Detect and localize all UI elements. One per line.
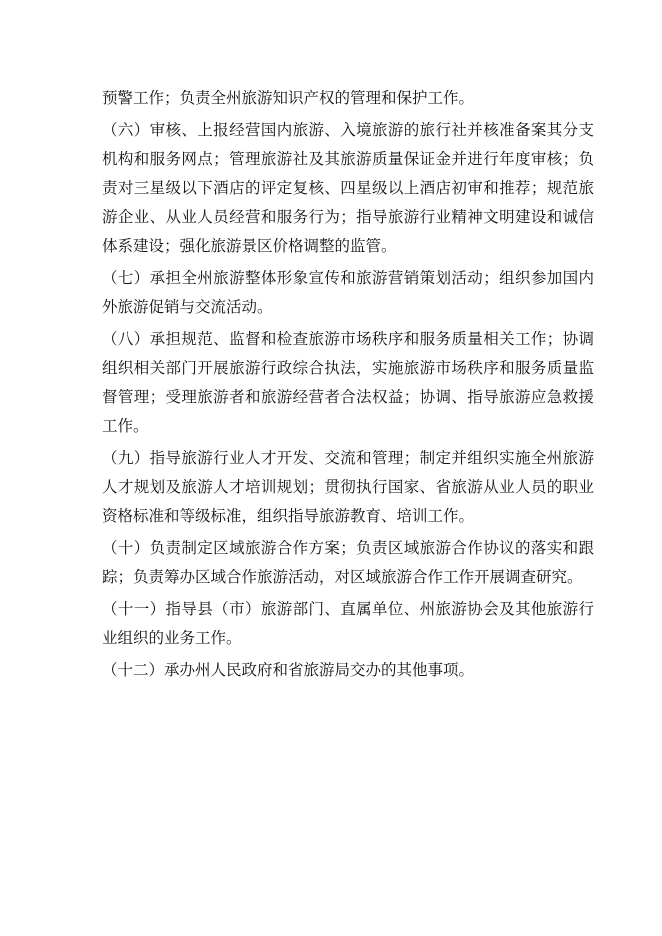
paragraph-item-6: （六）审核、上报经营国内旅游、入境旅游的旅行社并核准备案其分支机构和服务网点；管理旅游社及其旅游质量保证金并进行年度审核；负责对三星级以下酒店的评定复核、四星级以上酒店初审和推荐；规范旅游企业、从业人员经营和服务行为；指导旅游行业精神文明建设和诚信体系建设；强化旅游景区价格调整的监管。: [102, 121, 594, 255]
paragraph-item-8: （八）承担规范、监督和检查旅游市场秩序和服务质量相关工作；协调组织相关部门开展旅游行政综合执法，实施旅游市场秩序和服务质量监督管理；受理旅游者和旅游经营者合法权益；协调、指导旅游应急救援工作。: [102, 330, 594, 435]
paragraph-continuation: 预警工作；负责全州旅游知识产权的管理和保护工作。: [102, 89, 475, 107]
document-body: [102, 84, 594, 688]
paragraph-item-12: （十二）承办州人民政府和省旅游局交办的其他事项。: [102, 661, 475, 679]
paragraph-item-9: （九）指导旅游行业人才开发、交流和管理；制定并组织实施全州旅游人才规划及旅游人才培训规划；贯彻执行国家、省旅游从业人员的职业资格标准和等级标准，组织指导旅游教育、培训工作。: [102, 449, 594, 525]
paragraph-item-7: （七）承担全州旅游整体形象宣传和旅游营销策划活动；组织参加国内外旅游促销与交流活动。: [102, 269, 594, 316]
paragraph-item-11: （十一）指导县（市）旅游部门、直属单位、州旅游协会及其他旅游行业组织的业务工作。: [102, 600, 594, 647]
paragraph-item-10: （十）负责制定区域旅游合作方案；负责区域旅游合作协议的落实和跟踪；负责筹办区域合作旅游活动，对区域旅游合作工作开展调查研究。: [102, 539, 594, 586]
